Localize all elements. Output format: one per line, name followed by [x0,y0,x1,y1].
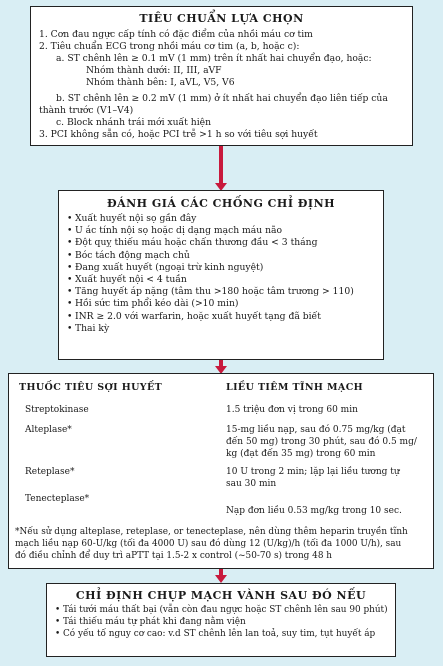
criteria-line-2b: b. ST chênh lên ≥ 0.2 mV (1 mm) ở ít nhất hai chuyển đạo liên tiếp của [56,93,388,104]
flow-arrow-1 [219,146,223,184]
dose-streptokinase: 1.5 triệu đơn vị trong 60 min [226,405,358,415]
contraindication-item: • INR ≥ 2.0 với warfarin, hoặc xuất huyết tạng đã biết [65,311,354,323]
contraindications-box [58,190,384,360]
drug-name-reteplase: Reteplase* [25,467,75,477]
dose-column-header: LIỀU TIÊM TĨNH MẠCH [226,382,364,393]
contraindication-item: • Thai kỳ [65,323,354,335]
contraindication-item: • Đang xuất huyết (ngoại trừ kinh nguyệt) [65,262,354,274]
dose-tenecteplase: Nạp đơn liều 0.53 mg/kg trong 10 sec. [226,506,402,516]
contraindication-item: • Hồi sức tim phổi kéo dài (>10 min) [65,298,354,310]
heparin-footnote: *Nếu sử dụng alteplase, reteplase, or tenecteplase, nên dùng thêm heparin truyền tĩnh mạch liều nạp 60-U/kg (tối đa 4000 U) sau đó dùng 12 (U/kg)/h (tối đa 1000 U/h), sau đó điều chỉnh để duy trì aPTT tại 1.5-2 x control (~50-70 s) trong 48 h [15,527,408,561]
contraindication-item: • Tăng huyết áp nặng (tâm thu >180 hoặc tâm trương > 110) [65,286,354,298]
criteria-line-2c: c. Block nhánh trái mới xuất hiện [56,117,211,128]
criteria-line-2a: a. ST chênh lên ≥ 0.1 mV (1 mm) trên ít nhất hai chuyển đạo, hoặc: [56,53,372,64]
dose-alteplase: 15-mg liều nạp, sau đó 0.75 mg/kg (đạt đến 50 mg) trong 30 phút, sau đó 0.5 mg/ kg (đạt đến 35 mg) trong 60 min [226,425,417,459]
criteria-line-3: 3. PCI không sẵn có, hoặc PCI trễ >1 h so với tiêu sợi huyết [39,129,318,140]
angiography-item: • Tái thiếu máu tự phát khi đang nằm viện [53,616,388,628]
contraindication-item: • Đột quỵ thiếu máu hoặc chấn thương đầu < 3 tháng [65,237,354,249]
criteria-line-2: 2. Tiêu chuẩn ECG trong nhồi máu cơ tim (a, b, hoặc c): [39,41,300,52]
criteria-lateral-leads: Nhóm thành bên: I, aVL, V5, V6 [86,77,235,88]
drug-name-streptokinase: Streptokinase [25,405,89,415]
criteria-anterior-leads: thành trước (V1–V4) [39,105,134,116]
flow-arrow-3-head [215,575,227,583]
contraindications-title: ĐÁNH GIÁ CÁC CHỐNG CHỈ ĐỊNH [106,197,336,210]
criteria-inferior-leads: Nhóm thành dưới: II, III, aVF [86,65,222,76]
selection-criteria-title: TIÊU CHUẨN LỰA CHỌN [139,12,304,25]
contraindication-item: • Bóc tách động mạch chủ [65,250,354,262]
drug-name-alteplase: Alteplase* [25,425,72,435]
drug-column-header: THUỐC TIÊU SỢI HUYẾT [19,382,163,393]
drug-name-tenecteplase: Tenecteplase* [25,494,90,504]
criteria-line-1: 1. Cơn đau ngực cấp tính có đặc điểm của nhồi máu cơ tim [39,29,313,40]
angiography-title: CHỈ ĐỊNH CHỤP MẠCH VÀNH SAU ĐÓ NẾU [75,589,367,602]
angiography-box [46,583,396,657]
angiography-item: • Tái tưới máu thất bại (vẫn còn đau ngực hoặc ST chênh lên sau 90 phút) [53,604,388,616]
contraindication-item: • Xuất huyết nội < 4 tuần [65,274,354,286]
selection-criteria-box [30,6,413,146]
dose-reteplase: 10 U trong 2 min; lặp lại liều tương tự sau 30 min [226,467,400,489]
angiography-item: • Có yếu tố nguy cơ cao: v.d ST chênh lên lan toả, suy tim, tụt huyết áp [53,628,388,640]
contraindication-item: • Xuất huyết nội sọ gần đây [65,213,354,225]
contraindication-item: • U ác tính nội sọ hoặc dị dạng mạch máu não [65,225,354,237]
dosing-box [8,373,434,569]
